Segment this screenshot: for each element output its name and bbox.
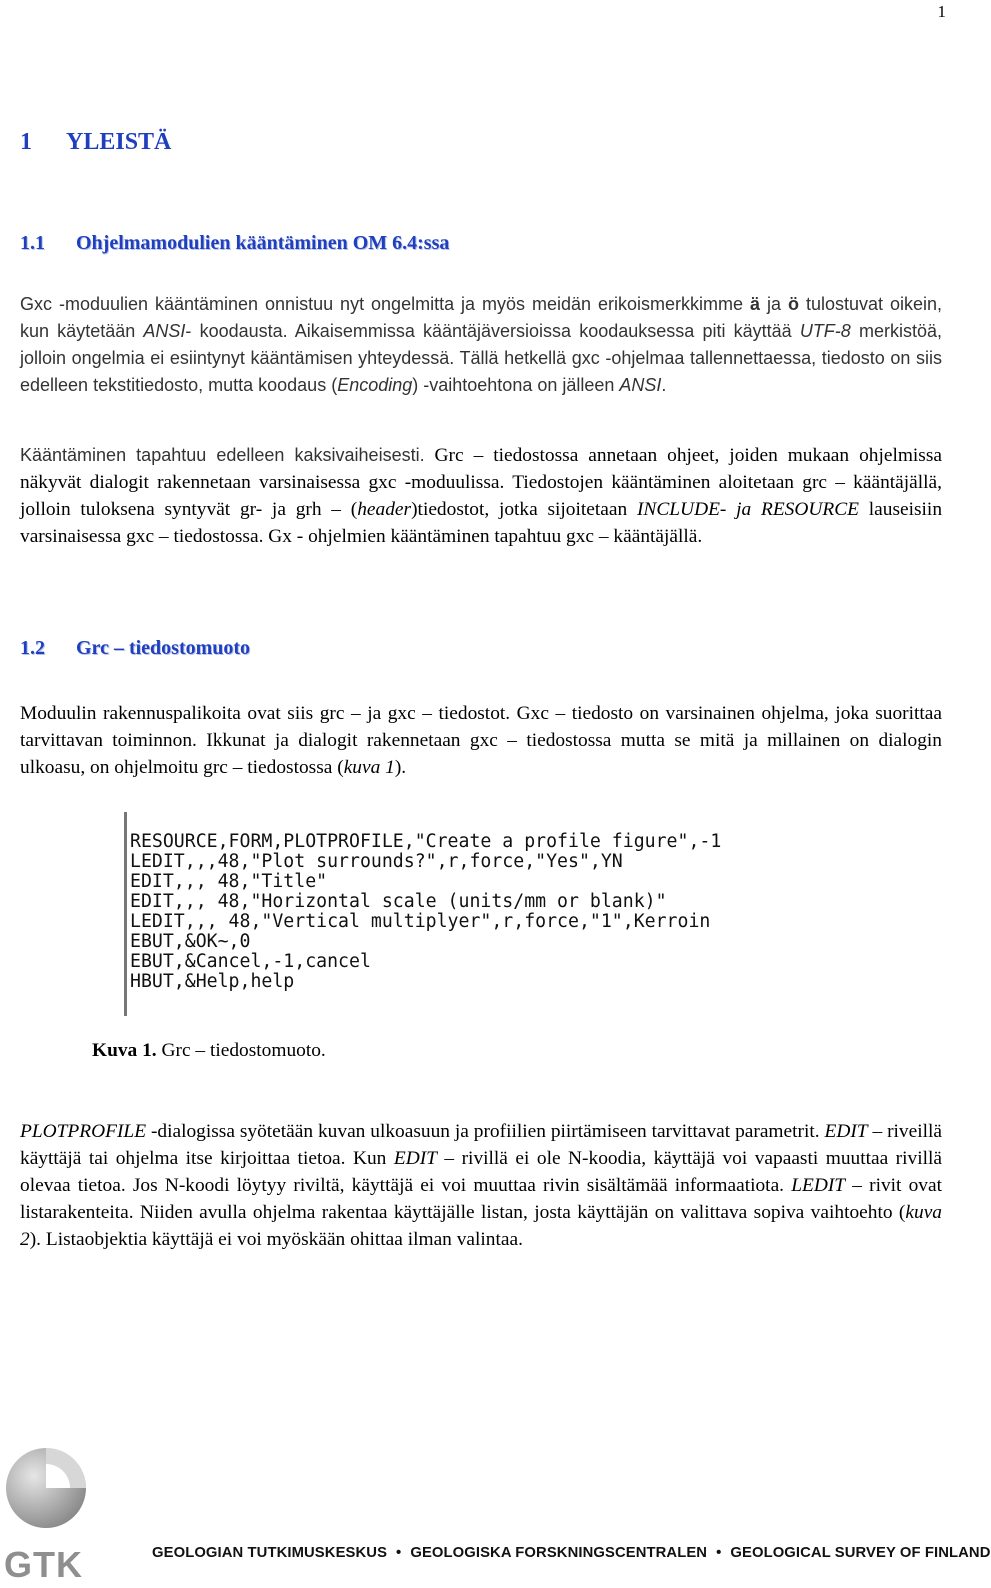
figure-caption bbox=[92, 1040, 326, 1062]
text-run-italic: UTF-8 bbox=[799, 321, 851, 341]
text-run: merkistöä, jolloin ongelmia ei esiintynyt kääntämisen yhteydessä. Tällä hetkellä gxc -ohjelmaa tallennettaessa, tiedosto on siis edelleen tekstitiedosto, mutta koodaus ( bbox=[20, 321, 942, 395]
text-run: tulostuvat oikein, kun käytetään bbox=[20, 294, 943, 341]
code-line: EBUT,&OK~,0 bbox=[130, 931, 251, 952]
code-line: EDIT,,, 48,"Horizontal scale (units/mm or blank)" bbox=[130, 891, 667, 912]
section-heading-1-1 bbox=[20, 232, 449, 255]
paragraph-compilation bbox=[20, 442, 942, 550]
chapter-title: YLEISTÄ bbox=[66, 129, 172, 155]
text-run-italic: LEDIT bbox=[791, 1175, 846, 1196]
paragraph-plotprofile bbox=[20, 1118, 942, 1253]
text-run-italic: header bbox=[357, 499, 412, 520]
text-run: ). bbox=[394, 757, 407, 778]
code-listing bbox=[127, 832, 721, 992]
page-number: 1 bbox=[937, 2, 946, 21]
gtk-logo bbox=[0, 1444, 96, 1583]
text-run-italic: Encoding bbox=[337, 375, 413, 395]
text-run-bold: ö bbox=[787, 294, 799, 314]
text-run: -dialogissa syötetään kuvan ulkoasuun ja profiilien piirtämiseen tarvittavat parametrit. bbox=[146, 1121, 825, 1142]
text-run-bold: ä bbox=[750, 294, 761, 314]
figure-reference: kuva 2 bbox=[20, 1202, 942, 1250]
code-figure bbox=[124, 812, 827, 1016]
chapter-number: 1 bbox=[20, 129, 32, 155]
text-run: – rivit ovat listarakenteita. Niiden avulla ohjelma rakentaa käyttäjälle listan, josta käyttäjän on valittava sopiva vaihtoehto ( bbox=[20, 1175, 942, 1223]
code-line: LEDIT,,,48,"Plot surrounds?",r,force,"Yes",YN bbox=[130, 851, 623, 872]
figure-reference: kuva 1 bbox=[343, 757, 395, 778]
logo-wordmark: GTK bbox=[4, 1544, 83, 1585]
footer-separator: • bbox=[716, 1545, 722, 1561]
footer-organizations bbox=[152, 1545, 991, 1561]
footer-org-fi: GEOLOGIAN TUTKIMUSKESKUS bbox=[152, 1545, 388, 1561]
code-line: RESOURCE,FORM,PLOTPROFILE,"Create a profile figure",-1 bbox=[130, 831, 722, 852]
code-line: HBUT,&Help,help bbox=[130, 971, 295, 992]
section-title: Ohjelmamodulien kääntäminen OM 6.4:ssa bbox=[76, 232, 450, 254]
caption-text: Grc – tiedostomuoto. bbox=[156, 1040, 326, 1061]
text-run: ). Listaobjektia käyttäjä ei voi myöskään ohittaa ilman valintaa. bbox=[29, 1229, 523, 1250]
text-run: Moduulin rakennuspalikoita ovat siis grc – ja gxc – tiedostot. Gxc – tiedosto on varsinainen ohjelma, joka suorittaa tarvittavan toiminnon. Ikkunat ja dialogit rakennetaan gxc – tiedostossa mutta se mitä ja millainen on dialogin ulkoasu, on ohjelmoitu grc – tiedostossa ( bbox=[20, 703, 942, 778]
text-run: Grc – tiedostossa annetaan ohjeet, joiden mukaan ohjelmissa näkyvät dialogit rakennetaan varsinaisessa gxc -moduulissa. Tiedostojen kääntäminen aloitetaan grc – kääntäjällä, jolloin tuloksena syntyvät gr- ja grh – ( bbox=[20, 445, 943, 520]
paragraph-building-blocks bbox=[20, 700, 942, 781]
caption-label: Kuva 1. bbox=[92, 1040, 157, 1061]
text-run-italic: EDIT bbox=[824, 1121, 868, 1142]
text-run: . bbox=[661, 375, 667, 395]
text-run: – riveillä käyttäjä tai ohjelma itse kirjoittaa tietoa. Kun bbox=[20, 1121, 943, 1169]
text-run: – rivillä ei ole N-koodia, käyttäjä voi vapaasti muuttaa rivillä olevaa tietoa. Jos N-koodi löytyy riviltä, käyttäjä ei voi muuttaa rivin sisältämää informaatiota. bbox=[20, 1148, 942, 1196]
text-run-italic: ANSI bbox=[143, 321, 186, 341]
code-line: LEDIT,,, 48,"Vertical multiplyer",r,force,"1",Kerroin bbox=[130, 911, 711, 932]
section-number: 1.2 bbox=[20, 637, 45, 659]
section-title: Grc – tiedostomuoto bbox=[76, 637, 251, 659]
section-heading-1-2 bbox=[20, 637, 250, 660]
code-line: EBUT,&Cancel,-1,cancel bbox=[130, 951, 371, 972]
paragraph-encoding bbox=[20, 291, 942, 399]
text-run-italic: EDIT bbox=[393, 1148, 437, 1169]
section-number: 1.1 bbox=[20, 232, 45, 254]
code-line: EDIT,,, 48,"Title" bbox=[130, 871, 328, 892]
text-run: ja bbox=[760, 294, 788, 314]
text-run: Gxc -moduulien kääntäminen onnistuu nyt ongelmitta ja myös meidän erikoismerkkimme bbox=[20, 294, 751, 314]
text-run: Kääntäminen tapahtuu edelleen kaksivaiheisesti. bbox=[20, 445, 425, 465]
text-run-italic: PLOTPROFILE bbox=[20, 1121, 147, 1142]
text-run-italic: ANSI bbox=[619, 375, 662, 395]
chapter-heading bbox=[20, 129, 171, 156]
text-run: )tiedostot, jotka sijoitetaan bbox=[411, 499, 637, 520]
footer-org-sv: GEOLOGISKA FORSKNINGSCENTRALEN bbox=[410, 1545, 708, 1561]
footer-separator: • bbox=[396, 1545, 402, 1561]
text-run-italic: INCLUDE- ja RESOURCE bbox=[636, 499, 859, 520]
text-run: lauseisiin varsinaisessa gxc – tiedostossa. Gx - ohjelmien kääntäminen tapahtuu gxc – kääntäjällä. bbox=[20, 499, 943, 547]
text-run: - koodausta. Aikaisemmissa kääntäjäversioissa koodauksessa piti käyttää bbox=[185, 321, 800, 341]
text-run: ) -vaihtoehtona on jälleen bbox=[412, 375, 620, 395]
footer-org-en: GEOLOGICAL SURVEY OF FINLAND bbox=[730, 1545, 991, 1561]
